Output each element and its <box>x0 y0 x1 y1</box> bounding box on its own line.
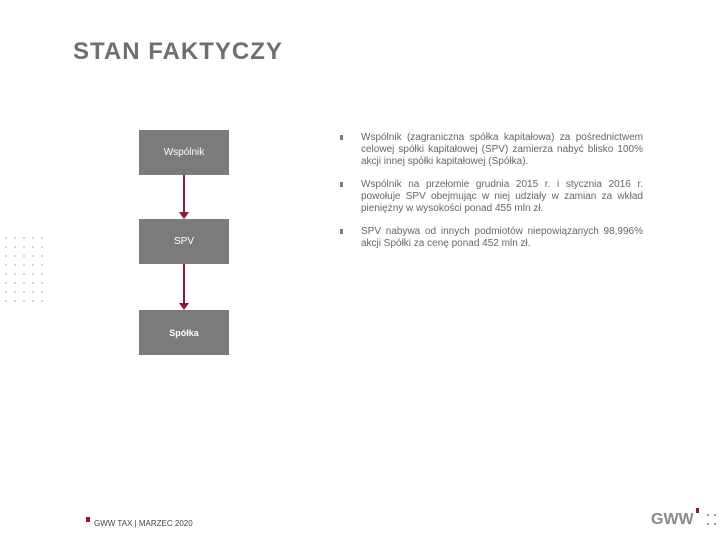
bullet-item <box>340 226 643 250</box>
diagram-box-wspolnik <box>139 130 229 175</box>
diagram-box-spv <box>139 219 229 264</box>
diagram-box-spolka <box>139 310 229 355</box>
footer-text: GWW TAX | MARZEC 2020 <box>94 519 193 528</box>
bullet-text: SPV nabywa od innych podmiotów niepowiązanych 98,996% akcji Spółki za cenę ponad 452 mln zł. <box>361 226 643 249</box>
bullet-text: Wspólnik na przełomie grudnia 2015 r. i stycznia 2016 r. powołuje SPV obejmując w niej udziały w zamian za wkład pieniężny w wysokości ponad 455 mln zł. <box>361 179 643 214</box>
bullet-marker-icon <box>340 229 343 234</box>
diagram-box-label: SPV <box>173 236 194 247</box>
bullet-text: Wspólnik (zagraniczna spółka kapitałowa) za pośrednictwem celowej spółki kapitałowej (SPV) zamierza nabyć blisko 100% akcji innej spółki kapitałowej (Spółka). <box>361 132 643 167</box>
slide-title: STAN FAKTYCZY <box>73 38 283 65</box>
arrow-head-icon <box>179 212 189 219</box>
logo-accent-icon <box>696 508 699 513</box>
bullet-marker-icon <box>340 135 343 140</box>
diagram-box-label: Spółka <box>169 327 199 338</box>
bullet-item <box>340 179 643 215</box>
arrow-head-icon <box>179 303 189 310</box>
bullet-marker-icon <box>340 182 343 187</box>
decorative-dot-grid <box>5 237 43 302</box>
diagram-box-label: Wspólnik <box>163 147 205 158</box>
footer-marker-icon <box>86 517 90 522</box>
bullet-item <box>340 132 643 168</box>
bullet-list <box>340 132 643 261</box>
logo-text: GWW <box>651 511 694 528</box>
logo-dots-icon <box>707 514 716 525</box>
gww-logo <box>651 508 717 534</box>
arrow-connector <box>183 175 185 213</box>
arrow-connector <box>183 264 185 304</box>
